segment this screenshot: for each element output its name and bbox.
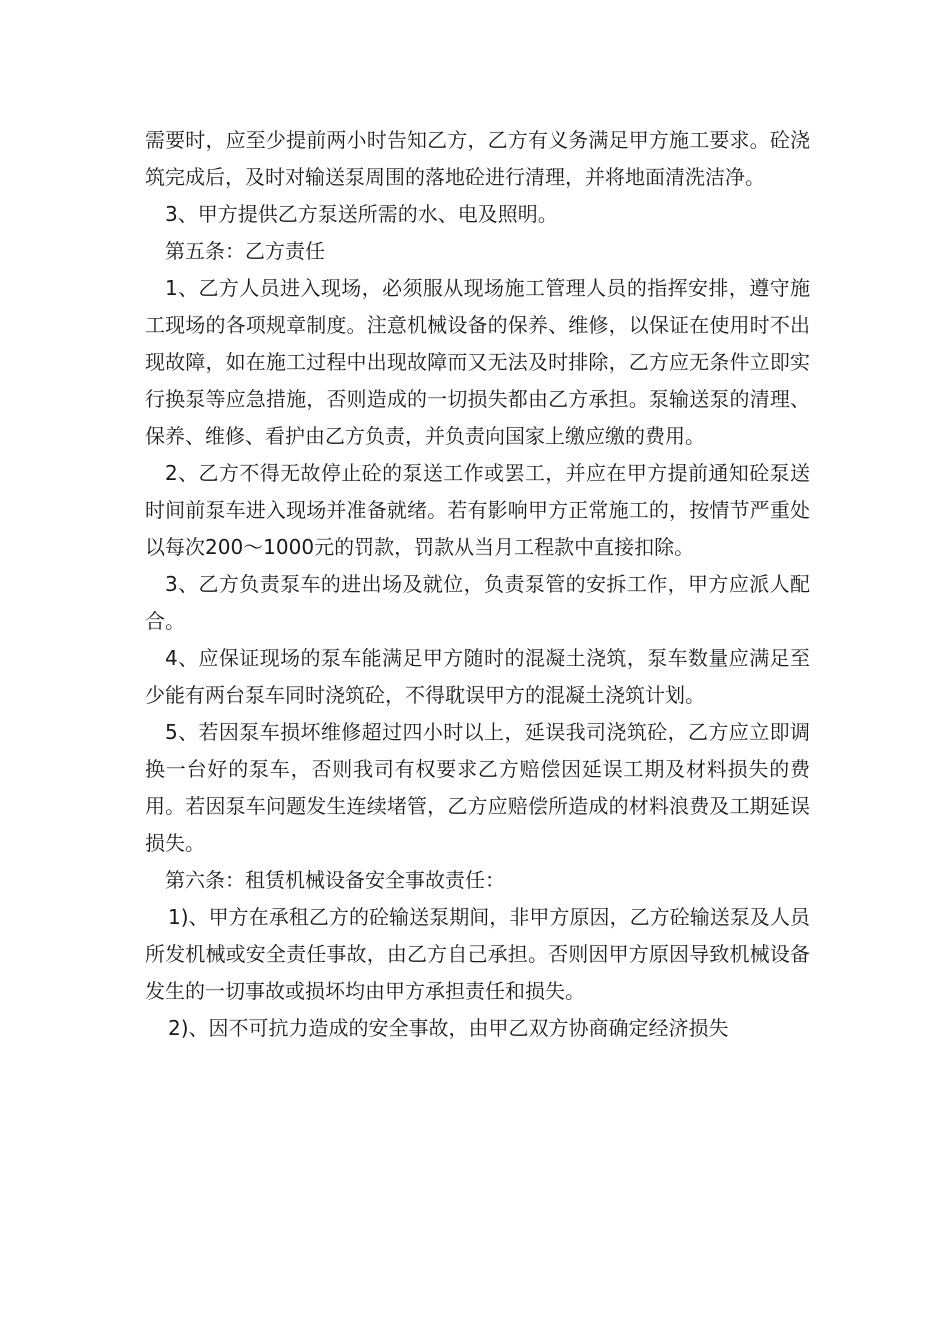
paragraph-item-3b: 3、乙方负责泵车的进出场及就位，负责泵管的安拆工作，甲方应派人配合。	[145, 572, 810, 633]
paragraph-subitem-2: 2)、因不可抗力造成的安全事故，由甲乙双方协商确定经济损失	[168, 1016, 729, 1040]
paragraph-continuation: 需要时，应至少提前两小时告知乙方，乙方有义务满足甲方施工要求。砼浇筑完成后，及时对输送泵周围的落地砼进行清理，并将地面清洗洁净。	[145, 128, 810, 189]
paragraph-item-2: 2、乙方不得无故停止砼的泵送工作或罢工，并应在甲方提前通知砼泵送时间前泵车进入现场并准备就绪。若有影响甲方正常施工的，按情节严重处以每次200～1000元的罚款，罚款从当月工程款中直接扣除。	[145, 461, 810, 559]
paragraph-item-4: 4、应保证现场的泵车能满足甲方随时的混凝土浇筑，泵车数量应满足至少能有两台泵车同时浇筑砼，不得耽误甲方的混凝土浇筑计划。	[145, 646, 810, 707]
section-heading-article-6: 第六条：租赁机械设备安全事故责任：	[165, 868, 505, 892]
paragraph-item-1: 1、乙方人员进入现场，必须服从现场施工管理人员的指挥安排，遵守施工现场的各项规章制度。注意机械设备的保养、维修，以保证在使用时不出现故障，如在施工过程中出现故障而又无法及时排除，乙方应无条件立即实行换泵等应急措施，否则造成的一切损失都由乙方承担。泵输送泵的清理、保养、维修、看护由乙方负责，并负责向国家上缴应缴的费用。	[145, 276, 810, 448]
document-body	[145, 122, 810, 1047]
paragraph-subitem-1: 1)、甲方在承租乙方的砼输送泵期间，非甲方原因，乙方砼输送泵及人员所发机械或安全责任事故，由乙方自己承担。否则因甲方原因导致机械设备发生的一切事故或损坏均由甲方承担责任和损失。	[145, 905, 810, 1003]
paragraph-item-5: 5、若因泵车损坏维修超过四小时以上，延误我司浇筑砼，乙方应立即调换一台好的泵车，否则我司有权要求乙方赔偿因延误工期及材料损失的费用。若因泵车问题发生连续堵管，乙方应赔偿所造成的材料浪费及工期延误损失。	[145, 720, 810, 855]
paragraph-item-3: 3、甲方提供乙方泵送所需的水、电及照明。	[165, 202, 558, 226]
section-heading-article-5: 第五条：乙方责任	[165, 239, 325, 263]
